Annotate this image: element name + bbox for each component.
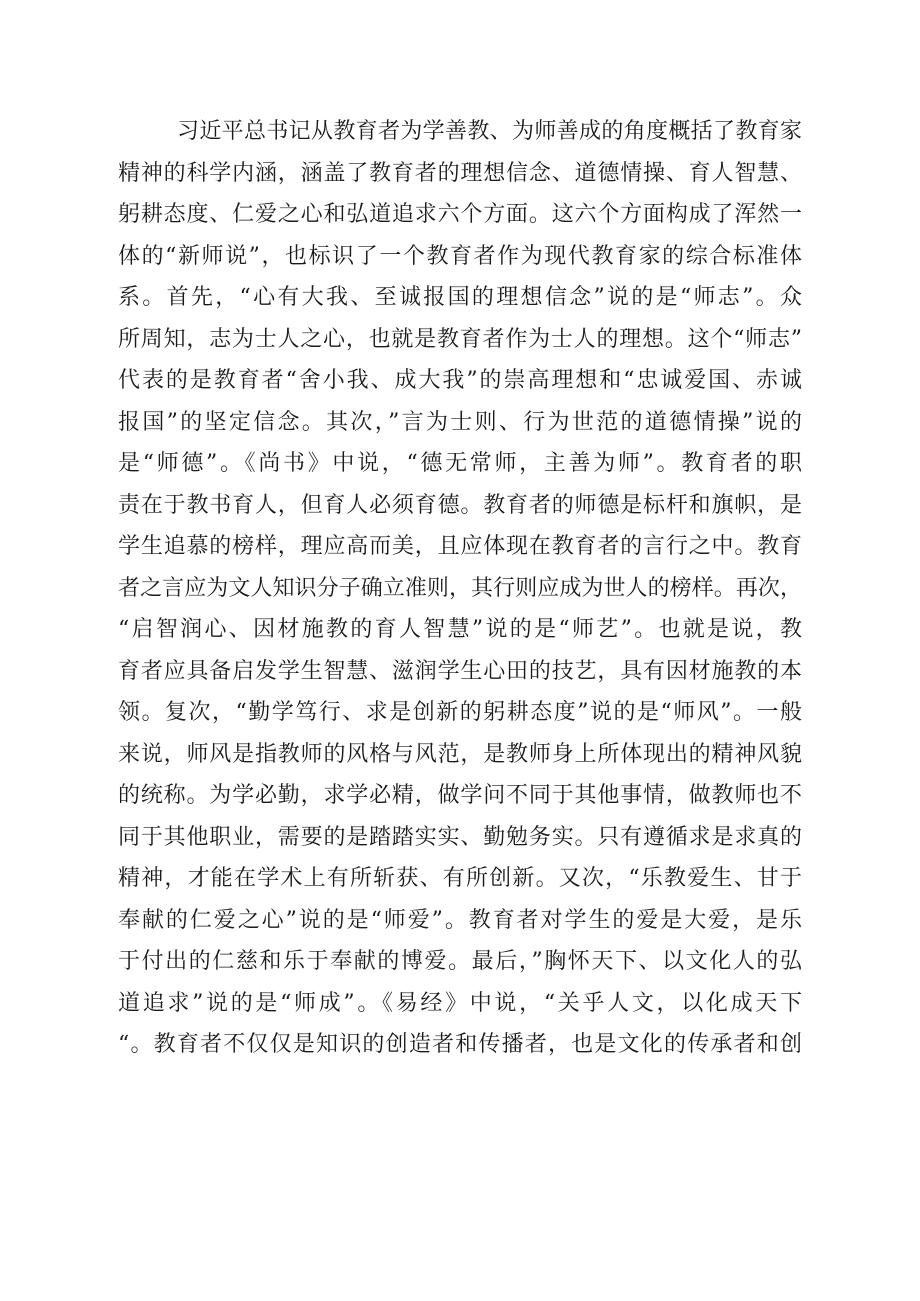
text-line-23: “。教育者不仅仅是知识的创造者和传播者，也是文化的传承者和创 [118, 1032, 802, 1057]
text-line-19: 精神，才能在学术上有所斩获、有所创新。又次，“乐教爱生、甘于 [118, 866, 802, 891]
text-line-1: 习近平总书记从教育者为学善教、为师善成的角度概括了教育家 [177, 119, 802, 144]
text-line-7: 代表的是教育者“舍小我、成大我”的崇高理想和“忠诚爱国、赤诚 [118, 368, 802, 393]
text-line-22: 道追求”说的是“师成”。《易经》中说，“关乎人文，以化成天下 [118, 990, 802, 1016]
text-line-13: “启智润心、因材施教的育人智慧”说的是“师艺”。也就是说，教 [118, 617, 802, 642]
text-line-17: 的统称。为学必勤，求学必精，做学问不同于其他事情，做教师也不 [118, 783, 802, 808]
text-line-6: 所周知，志为士人之心，也就是教育者作为士人的理想。这个“师志” [118, 326, 802, 352]
text-line-11: 学生追慕的榜样，理应高而美，且应体现在教育者的言行之中。教育 [118, 534, 802, 559]
text-line-20: 奉献的仁爱之心”说的是“师爱”。教育者对学生的爱是大爱，是乐 [118, 907, 802, 933]
text-line-16: 来说，师风是指教师的风格与风范，是教师身上所体现出的精神风貌 [118, 741, 802, 767]
text-line-14: 育者应具备启发学生智慧、滋润学生心田的技艺，具有因材施教的本 [118, 658, 802, 684]
text-line-21: 于付出的仁慈和乐于奉献的博爱。最后，”胸怀天下、以文化人的弘 [118, 949, 802, 974]
text-line-18: 同于其他职业，需要的是踏踏实实、勤勉务实。只有遵循求是求真的 [118, 824, 802, 850]
text-line-12: 者之言应为文人知识分子确立准则，其行则应成为世人的榜样。再次， [118, 575, 802, 601]
text-line-8: 报国”的坚定信念。其次，”言为士则、行为世范的道德情操”说的 [118, 409, 802, 435]
text-line-2: 精神的科学内涵，涵盖了教育者的理想信念、道德情操、育人智慧、 [118, 160, 802, 186]
text-line-9: 是“师德”。《尚书》中说，“德无常师，主善为师”。教育者的职 [118, 451, 802, 476]
body-paragraph [118, 111, 802, 1066]
text-line-4: 体的“新师说”，也标识了一个教育者作为现代教育家的综合标准体 [118, 243, 802, 269]
text-line-5: 系。首先，“心有大我、至诚报国的理想信念”说的是“师志”。众 [118, 285, 802, 310]
text-line-10: 责在于教书育人，但育人必须育德。教育者的师德是标杆和旗帜，是 [118, 492, 802, 518]
text-line-3: 躬耕态度、仁爱之心和弘道追求六个方面。这六个方面构成了浑然一 [118, 202, 802, 227]
text-line-15: 领。复次，“勤学笃行、求是创新的躬耕态度”说的是“师风”。一般 [118, 700, 802, 725]
